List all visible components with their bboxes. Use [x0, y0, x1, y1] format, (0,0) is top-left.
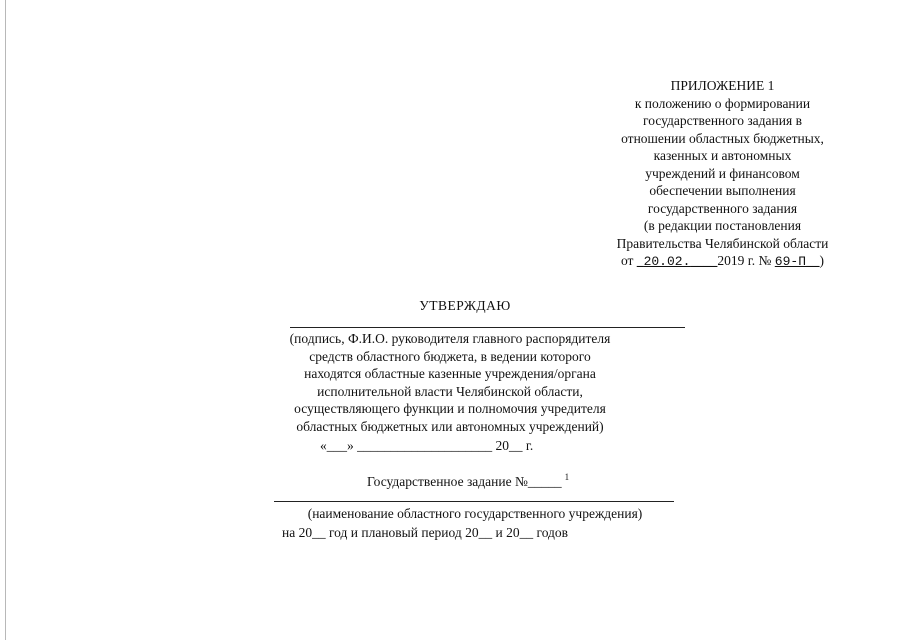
appendix-line: государственного задания: [647, 200, 798, 216]
assignment-title-text: Государственное задание №_____: [367, 474, 562, 489]
appendix-line: государственного задания в: [643, 113, 802, 128]
period-line: на 20__ год и плановый период 20__ и 20__ годов: [282, 525, 569, 540]
appendix-line: учреждений и финансовом: [645, 165, 800, 181]
signatory-description-line: (подпись, Ф.И.О. руководителя главного распорядителя: [289, 331, 611, 346]
signatory-description-line: находятся областные казенные учреждения/органа: [304, 366, 596, 381]
page-left-edge: [5, 0, 6, 640]
approve-heading: УТВЕРЖДАЮ: [419, 298, 511, 313]
assignment-title: [367, 469, 569, 491]
appendix-line: Правительства Челябинской области: [616, 235, 829, 251]
signatory-description-line: областных бюджетных или автономных учреждений): [296, 418, 604, 434]
date-prefix: от: [620, 253, 637, 268]
signatory-description-line: средств областного бюджета, в ведении которого: [309, 348, 591, 364]
closing-paren: ): [819, 253, 825, 268]
approval-date-line: «___» ____________________ 20__ г.: [320, 438, 534, 453]
resolution-year: 2019 г. №: [717, 253, 775, 268]
appendix-title: ПРИЛОЖЕНИЕ 1: [670, 78, 775, 93]
appendix-line: казенных и автономных: [653, 148, 792, 163]
resolution-number: 69-П: [774, 254, 807, 269]
appendix-line: отношении областных бюджетных,: [621, 130, 824, 146]
date-pad-right: ____: [690, 253, 718, 268]
appendix-line: (в редакции постановления: [643, 218, 802, 233]
institution-caption: (наименование областного государственного учреждения): [307, 506, 643, 521]
signatory-description-line: исполнительной власти Челябинской области,: [317, 383, 583, 399]
appendix-line: к положению о формировании: [634, 95, 811, 111]
signature-line: [290, 327, 685, 328]
appendix-block: [585, 77, 860, 271]
signatory-description: [235, 330, 665, 435]
footnote-mark: 1: [564, 472, 570, 482]
signatory-description-line: осуществляющего функции и полномочия учредителя: [294, 401, 606, 416]
resolution-date: 20.02.: [643, 254, 691, 269]
institution-name-line: [274, 501, 674, 502]
resolution-date-line: [585, 252, 860, 271]
appendix-line: обеспечении выполнения: [649, 183, 796, 198]
number-pad: __: [806, 253, 820, 268]
date-pad-left: _: [636, 253, 644, 268]
